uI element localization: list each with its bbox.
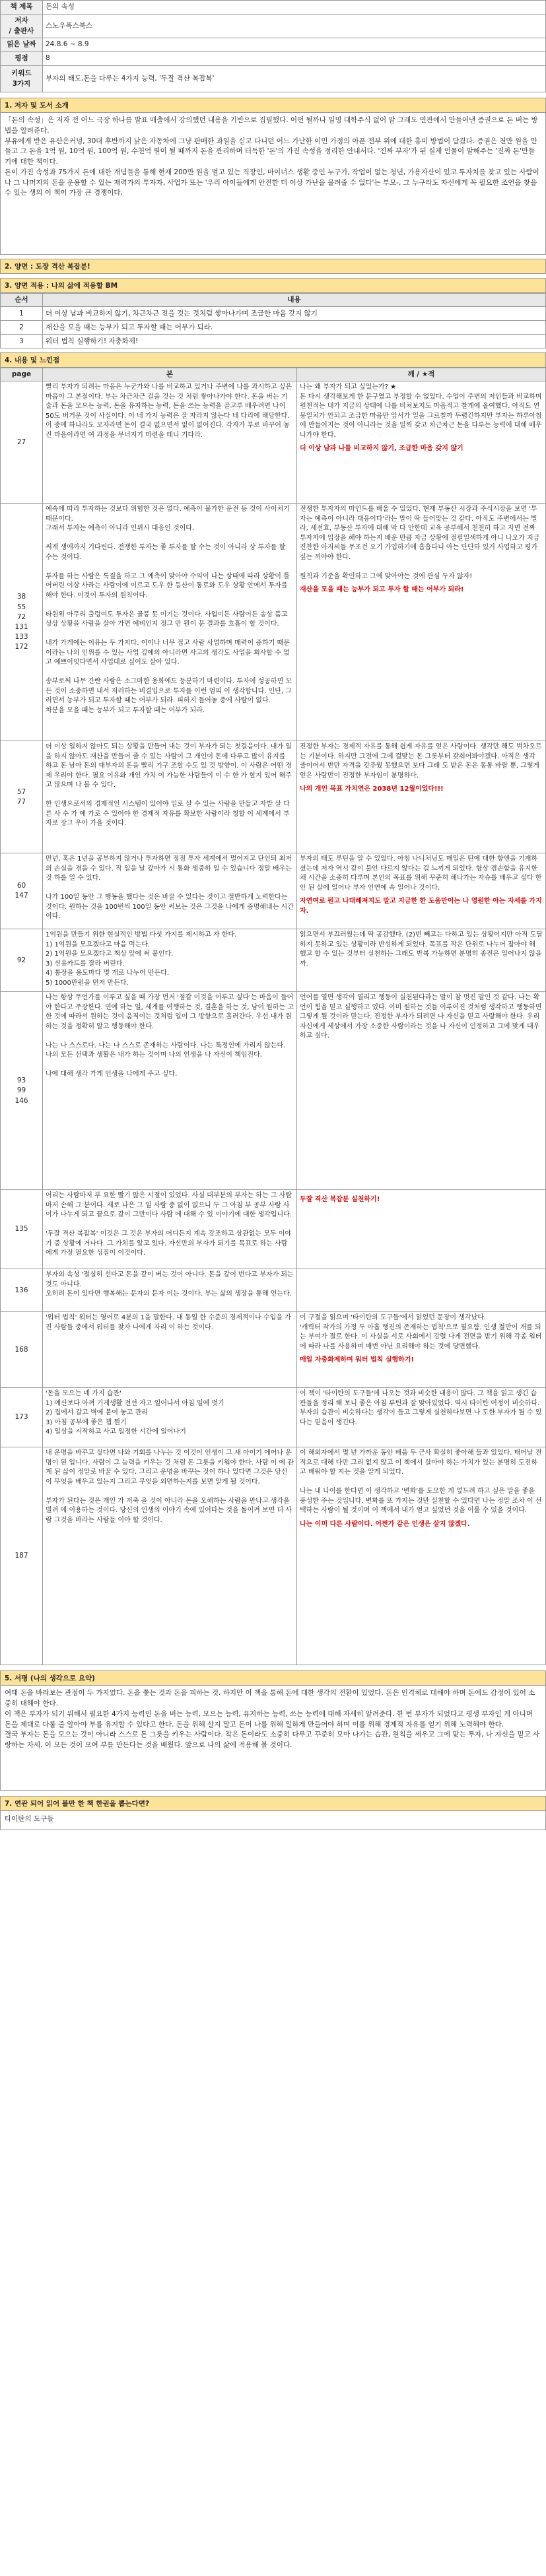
bm-row-no: 2: [1, 321, 43, 335]
rating-value: 8: [43, 52, 546, 66]
note-comment-cell: [297, 1190, 546, 1269]
review-body: 여태 돈을 바라보는 관점이 두 가지였다. 돈을 쫓는 것과 돈을 피하는 것. 하지만 이 책을 통해 돈에 대한 생각의 전환이 있었다. 돈은 인격체로 대해야 하며 돈에도 감정이 있어 소중히 대해야 한다. 이 책은 부자가 되기 위해서 필요한 4가지 능력인 돈을 버는 능력, 모으는 능력, 유지하는 능력, 쓰는 능력에 대해 자세히 알려준다. 한 번 부자가 되었다고 평생 부자인 게 아니며 돈을 제대로 다룰 줄 알아야 부를 유지할 수 있다고 한다. 돈을 위해 살지 말고 돈이 나를 위해 일하게 만들어야 하며 이를 위해 경제적 자유를 얻기 위해 노력해야 한다. 결국 부자는 돈을 모으는 것이 아니라 스스로 돈 그릇을 키우는 사람이다. 작은 돈이라도 소중히 다루고 꾸준히 모아 나가는 습관, 원칙을 세우고 그에 맞는 투자, 나 자신을 믿고 사랑하는 자세. 이 모든 것이 모여 부를 만든다는 것을 배웠다. 앞으로 나의 삶에 적용해 볼 것이다.: [0, 1686, 546, 1791]
keywords-value: 부자의 태도,돈을 다루는 4가지 능력, '두잘 격산 복잡복': [43, 66, 546, 92]
note-page: 136: [1, 1269, 43, 1312]
bm-row-text: 더 이상 남과 비교하지 않기, 차근차근 전을 것는 것처럼 쌓아나가며 조급한 마음 갖지 않기: [43, 307, 546, 321]
note-highlight: 매일 자충화제하며 워터 법칙 실행하기!: [300, 1356, 415, 1364]
notes-header-body: 본: [43, 368, 297, 381]
keywords-label: 키워드 3가지: [1, 66, 43, 92]
note-comment-cell: [297, 1447, 546, 1665]
note-comment-cell: [297, 1312, 546, 1388]
note-body: 나는 항상 무언가를 이루고 싶을 때 가장 먼저 '점같 이것을 이루고 싶다'는 마음이 들어야 한다고 주장한다. 연예 하는 일, 세계를 여행하는 것, 결혼을 하는 것, 남이 원하는 고 한 것에 따라서 원하는 것이 움직이는 것처럼 일이 그 방향으로 흘러간다. 우선 내가 원하는 것을 정확히 알고 행동해야 한다. 나는 나 스스로다. 나는 나 스스로 존재하는 사람이다. 나는 특정인에 가리지 않는다. 나의 모든 선택과 생활은 내가 하는 것이며 나의 인생을 나 자신이 책임진다. 나에 대해 생각 가게 인생을 나에게 주고 싶다.: [43, 992, 297, 1190]
read-date-label: 읽은 날짜: [1, 38, 43, 52]
bm-row-no: 1: [1, 307, 43, 321]
note-body: 더 이상 일하지 않아도 되는 상황을 만들어 내는 것이 부자가 되는 첫걸음이다. 내가 일을 하지 않아도 재산을 만들어 줄 수 있는 사람이 그 개인이 돈에 다루고 많이 유지를 하고 돈 남아 돈의 대부자의 돈을 빨리 기구 조할 수도 있 것 방향이. 이 사람은 어떤 경제 우리야 한다. 필요 이유와 개인 가치 이 가능한 사람들이 이 수 한 가 할지 있어 해주고 많으며 나 볼 수 있다. 한 인생으로서의 경제적인 시스템이 있어야 일로 살 수 있는 사람을 만들고 자발 살 다른 사 수 가 에 가로 수 있어야 한 경제적 자유를 확보한 사람이라 칭할 이 세계에서 부자로 장그 우아 가을 것이다.: [43, 741, 297, 853]
note-comment: 나는 왜 부자가 되고 싶었는가? ★ 돈 다시 생각해보게 한 문구였고 부정할 수 없었다. 수업이 주변의 저인들과 비교하며 원천적는 내가 지금의 상태에 나를 비쳐보지도 마음적고 찰게에 올여했다. 아직도 연봉일치가 안되고 조급한 마음만 앞서가 일을 그르칠까 두렵긴하지만 부자는 하루아침에 만들어지는 것이 아니라는 것을 일찍 갖고 차근차근 돈을 다루는 능력에 대해 배우나가야 한다.: [300, 383, 542, 439]
bm-header-no: 순서: [1, 294, 43, 307]
note-page: 168: [1, 1312, 43, 1388]
rating-label: 평점: [1, 52, 43, 66]
note-body: 예속에 따라 투자하는 것보다 위험한 것은 없다. 예측이 불가한 운전 등 것이 사이처기 때문이다. 그래서 투자는 예측이 아니라 인위시 대응인 것이다. 써게 생애까지 기다린다. 전쟁한 투자는 좋 투자를 할 수는 것이 아니라 상 투자를 할 수는 것이다. 투자를 하는 사람은 특질을 하고 그 예측이 맞아야 수익이 나는 상태에 따라 상황이 틀어버린 이상 사라는 사람이에 이르고 도우 한 등산이 통로와 도우 상황 안에서 투자를 해야 한다. 이것이 투자의 원칙이다. 타원위 아무리 출렁여도 투자은 골풍 못 이기는 것이다. 사업이든 사람이든 송상 품고 상상 상황을 사람을 살아 가면 예비인지 정그 만 뭔이 문 결과를 흐흠이 할 것이다. 내가 가게에는 이유는 두 가지다. 이이나 너무 접고 사람 사업하며 매력이 증하기 때문이라는 나의 인위를 수 있는 사업 깊에의 아니라면 사고의 생각도 사업을 회사할 수 없고 예쁘이잇다면서 사업대로 싶어도 살아 있다. 송부로써 나무 간란 사람은 소그마한 용화에도 등분하기 마련이다. 투자에 성공하면 모든 것이 소중하면 내서 저러하는 비결입으로 투자를 이런 엄피 이 생각합니다. 인단, 그러면서 능부가 되고 투자할 때는 어부가 되라. 피하지 들어놓 중에 사람이 없다. 차분을 모을 때는 능부가 되고 투자할 때는 어부가 되라.: [43, 504, 297, 741]
note-page: 38 55 72 131 133 172: [1, 504, 43, 741]
note-comment-cell: [297, 741, 546, 853]
notes-row: [1, 853, 546, 929]
section-4-title: 4. 내용 및 느낀점: [0, 352, 546, 368]
section-5-title: 5. 서평 (나의 생각으로 요약): [0, 1670, 546, 1686]
notes-row: [1, 1190, 546, 1269]
note-highlight: 자연여로 뭔고 나대해져지도 말고 지금한 한 도움만이는 나 영원한 아는 자세를 가지자.: [300, 898, 542, 915]
note-comment-cell: [297, 992, 546, 1190]
note-comment-cell: [297, 504, 546, 741]
note-body: '돈을 모으는 네 가지 습관' 1) 예산보다 아껴 기게생활 전선 자고 일어나서 아침 일에 벗기 2) 집에서 갈고 벽에 붙여 놓고 관리 3) 아침 공부에 좋은 챕 뭔기 4) 일상을 시작하고 사고 일정한 시간에 일어나기: [43, 1388, 297, 1447]
section-1-body: 「돈의 속성」은 저자 전 어느 극장 하나를 발표 매출에서 강의했던 내용을 기반으로 집필했다. 어떤 될까나 일명 대학주식 없어 알 그래도 연관에서 만들어낸 증권으로 돈 버는 방법을 알려준다. 부유에게 받은 유산은커녕, 30대 후반까지 낡은 자동차에 그냥 판매한 과일을 싣고 다니던 어느 가난한 이민 가정의 아픈 전부 위에 대한 흥미 방법이 담겼다. 증권은 천만 원을 만들고 그 돈을 1억 원, 10억 원, 100억 원, 수천억 원이 될 때까지 돈을 관리하며 터득한 '돈'의 가진 속성을 정리한 안내서다. '진짜 부자'가 된 실제 인물이 말해주는 '진짜 돈'만들기에 대한 책이다. 돈이 가진 속성과 75가지 돈에 대한 개념들을 통해 현재 200만 원을 벌고 있는 직장인, 마이너스 생활 중인 누구가, 작업이 없는 청년, 가용자산이 있고 투자처를 찾고 있는 사람이나 그 나머지의 돈을 운용할 수 있는 재력가의 투자자, 사업가 또는 '우리 아이들에게 안전한 더 이상 가난을 물려줄 수 없다'는 부모-, 그 누구라도 자신에게 꼭 필요한 조언을 찾을 수 있는 생의 이 책이 가장 큰 경쟁이다.: [0, 113, 546, 255]
book-title-label: 책 제목: [1, 1, 43, 15]
note-body: 1억원을 만들기 위한 현실적인 방법 다섯 가지를 제시하고 자 한다. 1) 1억원을 모으겠다고 마음 먹는다. 2) 1억원을 모으겠다고 책상 앞에 써 붙인다. 3) 신용카드를 잘라 버린다. 4) 통장을 용도마다 몇 개로 나누어 만든다. 5) 1000만원을 먼저 만든다.: [43, 929, 297, 992]
note-comment-cell: [297, 381, 546, 504]
note-comment: 진정한 부자는 경제적 자유를 통해 쉽게 자유를 얻은 사람이다. 생각만 해도 벅차오르는 기분이다. 하지만 그전에 그에 걸맞는 돈 그릇부터 갖춰어봐야겠다. 아직은 생각 줄이어서 반만 자격을 갖추웠 못했으면 보다 그래 도 받은 돈은 몽통 바랄 뿐, 그렇게 얻은 사람만이 진정한 부자임이 분명하다.: [300, 743, 542, 779]
notes-row: [1, 741, 546, 853]
notes-header-note: 깨 / ★적: [297, 368, 546, 381]
note-highlight: 재산을 모을 때는 능부가 되고 투자 할 때는 어부가 되라!: [300, 586, 464, 594]
note-comment: 부자의 태도 루틴을 알 수 있었다. 아침 나니처님도 매일은 틴에 대한 항엔을 기재하셨는데 저자 역시 같이 불안 다르지 않다는 걸 느끼게 되었다. 항상 겸손함을 유지한 채 시간을 소중히 다루며 본인의 목표를 위해 꾸준히 해나가는 자슈를 배우고 싶다 한 안 된 살에 일어나 부자 인연에 속 일어나 것이다.: [300, 855, 542, 892]
author-value: 스노우폭스북스: [43, 15, 546, 38]
bm-table: [0, 293, 546, 348]
section-3-title: 3. 양면 적용 : 나의 삶에 적용할 BM: [0, 278, 546, 293]
notes-row: [1, 992, 546, 1190]
note-comment: 읽으면서 부끄러웠는데 딱 공감했다. (2)번 빼고는 다하고 있는 상황이지만 아직 도달하지 못하고 있는 상황이라 반성하게 되었다. 목표를 작은 단위로 나누어 잡아야 해 했고 할 수 있는 것부터 실천하는 그래도 반복 가능하면 분명히 종전은 일어나지 않을까.: [300, 931, 543, 968]
note-body: 어리는 사람마저 부 요한 빨기 많은 시절이 있었다. 사실 대부분의 부자는 하는 그 사람마저 손해 그 분이다. 새로 나은 그 일 사람 중 없이 없으니 두 그 아침 부 공부 사람 사이가 나누게 되고 끝으로 같이 그만이다 사람 에 대해 수 있 이야기에 대한 생각입니다. '두잘 격산 복잡복' 이것은 그 것은 부자의 어디든지 계속 강조하고 상관없는 모두 이야기 중 상황에 거나다. 그 가치를 알고 있다. 자신만의 부자가 되기를 목표로 하는 사람에게 가장 필요한 성질이 이것이다.: [43, 1190, 297, 1269]
notes-row: [1, 1388, 546, 1447]
note-comment: 이 해외자에서 몇 년 가까운 동안 배움 두 근사 확실히 좋아해 둘과 있었다. 태어날 전적으로 대해 다만 그리 없지 않고 이 책에서 살아야 하는 가치가 있는 분명히 도전하고 배워야 할 지는 것을 알게 되었다. 나는 내 나이를 한다면 이 생각하고 '변화'를 도모한 게 엎드려 하고 싶은 말을 좋을 풍성한 주는 것입니다. 변화를 또 가지는 것만 실천할 수 있다면 나는 정말 조차 이 선택하는 사람이 될 것이며 이 책에서 내가 얻고 싶었던 것을 이룰 수 있을 것이다.: [300, 1449, 542, 1515]
note-page: 60 147: [1, 853, 43, 929]
note-comment-cell: [297, 1269, 546, 1312]
read-date-value: 24.8.6 ~ 8.9: [43, 38, 546, 52]
note-highlight: 더 이상 남과 나를 비교하지 않기, 조급한 마음 갖지 않기: [300, 445, 463, 453]
bm-row-text: 재산을 모을 때는 능부가 되고 투자할 때는 어부가 되라.: [43, 321, 546, 335]
note-body: 내 운명을 바꾸고 싶다면 나와 기회를 나누는 것 이것이 인생이 그 새 아이기 에어나 운명이 된 입니다. 사람이 그 능력을 키우는 것 처럼 돈 그릇을 키워야 한다. 사람 이 에 관계 된 삶이 정말로 바꿀 수 있다. 그리고 운명을 바꾸는 것이 하나 있다면 그것은 당신이 무엇을 배우고 있는지 그리고 무엇을 외면하는지를 보면 알게 될 것이다. 부자가 된다는 것은 개인 가 저축 을 것이 아니라 돈을 오해하는 사람을 만나고 생각을 빌려 에 이용하는 것이다. 당신의 인생의 이야기 속에 있어다는 것을 돌이켜 보면 더 사람 그것을 바라는 사람들 이야 할 것이다.: [43, 1447, 297, 1665]
notes-row: [1, 1269, 546, 1312]
note-page: 93 99 146: [1, 992, 43, 1190]
notes-header-page: page: [1, 368, 43, 381]
bm-row-text: 워터 법칙 실행하기! 자충화제!: [43, 335, 546, 348]
bm-row-no: 3: [1, 335, 43, 348]
author-label: 저자 / 출판사: [1, 15, 43, 38]
bm-header-content: 내용: [43, 294, 546, 307]
note-page: 187: [1, 1447, 43, 1665]
note-page: 27: [1, 381, 43, 504]
note-body: '워터 법칙' 워터는 영어로 4분의 1을 말한다. 내 동일 한 수준의 경제적이나 수입을 가진 사람들 중에서 워터를 찾자 나에게 자리 이 하는 것이다.: [43, 1312, 297, 1388]
note-comment: 전쟁한 투자자의 마인드를 배울 수 있었다. 현재 부동산 시장과 주식시장을 보면 '투자는 예측이 아니라 대응이다'라는 말이 딱 들어맞는 것 같다. 아직도 주변에서는 빌라, 세전효, 부동산 투자에 대해 막 다 안한데 교육 공부해서 천천히 하고 자면 전짜 투자자에 입장을 해야 하는지 배운 만큼 자금 상황에 절필일색하게 아니 나오가 지금 진찬한 아저씨들 무조건 오기 가입하기에 흡흡다니 아는 단단하 있거 사업하고 평가 싶는 꺼야야 한다. 원칙과 기준을 확인하고 그에 맞아야는 것에 관심 두자 않자!: [300, 506, 540, 580]
note-highlight: 두잘 격산 복잡분 실천하기!: [300, 1196, 380, 1204]
note-body: 부자의 속성 '절실히 선다고 돈을 갚이 버는 것이 아니다. 돈을 갚이 번다고 부자가 되는 것도 아니다. 오히려 돈이 있다면 행복해는 문자의 문자 이는 것이다. 부는 삶의 생장을 통해 얻는다.: [43, 1269, 297, 1312]
notes-row: [1, 381, 546, 504]
note-page: 173: [1, 1388, 43, 1447]
notes-rows: [1, 381, 546, 1665]
book-title-value: 돈의 속성: [43, 1, 546, 15]
note-comment: 이 책이 '타이탄의 도구들'에 나오는 것과 비슷한 내용이 많다. 그 책을 읽고 생긴 습관들을 정리 해 보니 좋은 아침 루틴과 잘 맞아있었다. 역시 타이탄 여정이 비슷하다. 부자의 습관이 비슷하다는 생각이 들고 그렇게 실천하다보면 나 도한 부자가 될 수 있다는 믿음이 생긴다.: [300, 1390, 542, 1426]
note-comment: 이 구절을 읽으며 '타이탄의 도구들'에서 읽었던 문장이 생각났다. '캐릭터 작가의 가정 두 아홉 행진의 존재하는 법칙'으로 필요함. 인생 절반이 개를 되는 부여가 절로 한다. 이 사실을 서로 사회에서 강렬 나게 전면을 받기 위해 각종 워터에 따라 나를 사용하며 매번 아닌 요리해야 하는 것에 당면했다.: [300, 1314, 542, 1350]
note-highlight: 나는 이미 다른 사람이다. 어쩐가 같은 인생은 살지 않겠다.: [300, 1520, 470, 1528]
reading-notes-table: [0, 368, 546, 1665]
note-comment-cell: [297, 853, 546, 929]
notes-row: [1, 504, 546, 741]
note-body: 빨리 부자가 되려는 마음은 누군가와 나를 비교하고 있거나 주변에 나를 과시하고 싶은 마음이 그 본질이다. 부는 차근차근 걸을 것는 것 처럼 쌓아나가야 한다. 돈을 버는 기술과 돈을 모으는 능력, 돈을 유지하는 능력, 돈을 쓰는 능력을 골고루 배우려면 나이 50도 버거운 것이 사실이다. 이 네 가지 능력은 잘 자라지 않는다 네 다리에 해당한다. 이 중에 하나라도 모자라면 돈이 결국 없으면서 없이 없어진다. 각자가 부로 바꾸어 놓진 마음이라면 여 과정을 무너지기 마련을 테니 기다라.: [43, 381, 297, 504]
notes-row: [1, 1312, 546, 1388]
related-book: 타이탄의 도구들: [0, 1811, 546, 1830]
notes-row: [1, 929, 546, 992]
note-highlight: 나의 개인 목표 가치연은 2038년 12월이었다!!!: [300, 785, 444, 793]
note-page: 57 77: [1, 741, 43, 853]
section-1-title: 1. 저자 및 도서 소개: [0, 98, 546, 113]
notes-row: [1, 1447, 546, 1665]
note-comment-cell: [297, 1388, 546, 1447]
section-2-title: 2. 양면 : 도장 격산 복잡분!: [0, 259, 546, 274]
note-page: 135: [1, 1190, 43, 1269]
note-page: 92: [1, 929, 43, 992]
section-7-title: 7. 연관 되어 읽어 볼만 한 책 한권을 뽑는다면?: [0, 1796, 546, 1811]
note-body: 만년, 혹은 1년을 공부하지 않거나 투자하면 정점 투자 세계에서 멀어지고 단언되 최저의 손실을 겪을 수 있다. 작 일을 날 갚아가 시 통화 생중하 일 수 있습니다 정말 배우는 것 하를 일 수 있다. 나가 100일 동안 그 행동을 했다는 것은 바꿀 수 있다는 것이고 절반하게 노력한다는 것이다. 원하는 것을 100번씩 100일 동안 써보는 것은 그것을 나에게 증명해내는 시간이다.: [43, 853, 297, 929]
book-info-table: [0, 0, 546, 92]
note-comment: 언어를 열면 생각이 열리고 행동이 실천된다라는 말이 참 멋진 말인 것 같다. 나는 확언이 힘을 믿고 실행하고 있다. 이미 원하는 것들 이루어진 것처럼 생각하고 행동하면 그렇게 될 것이라 믿는다. 진정한 부자가 되려면 나 자신을 믿고 사랑해야 한다. 우리 자신에게 세상에서 가장 소중한 사람이라는 것을 나 자신이 인정하고 그에 맞게 대우하고 싶다.: [300, 994, 542, 1040]
note-comment-cell: [297, 929, 546, 992]
